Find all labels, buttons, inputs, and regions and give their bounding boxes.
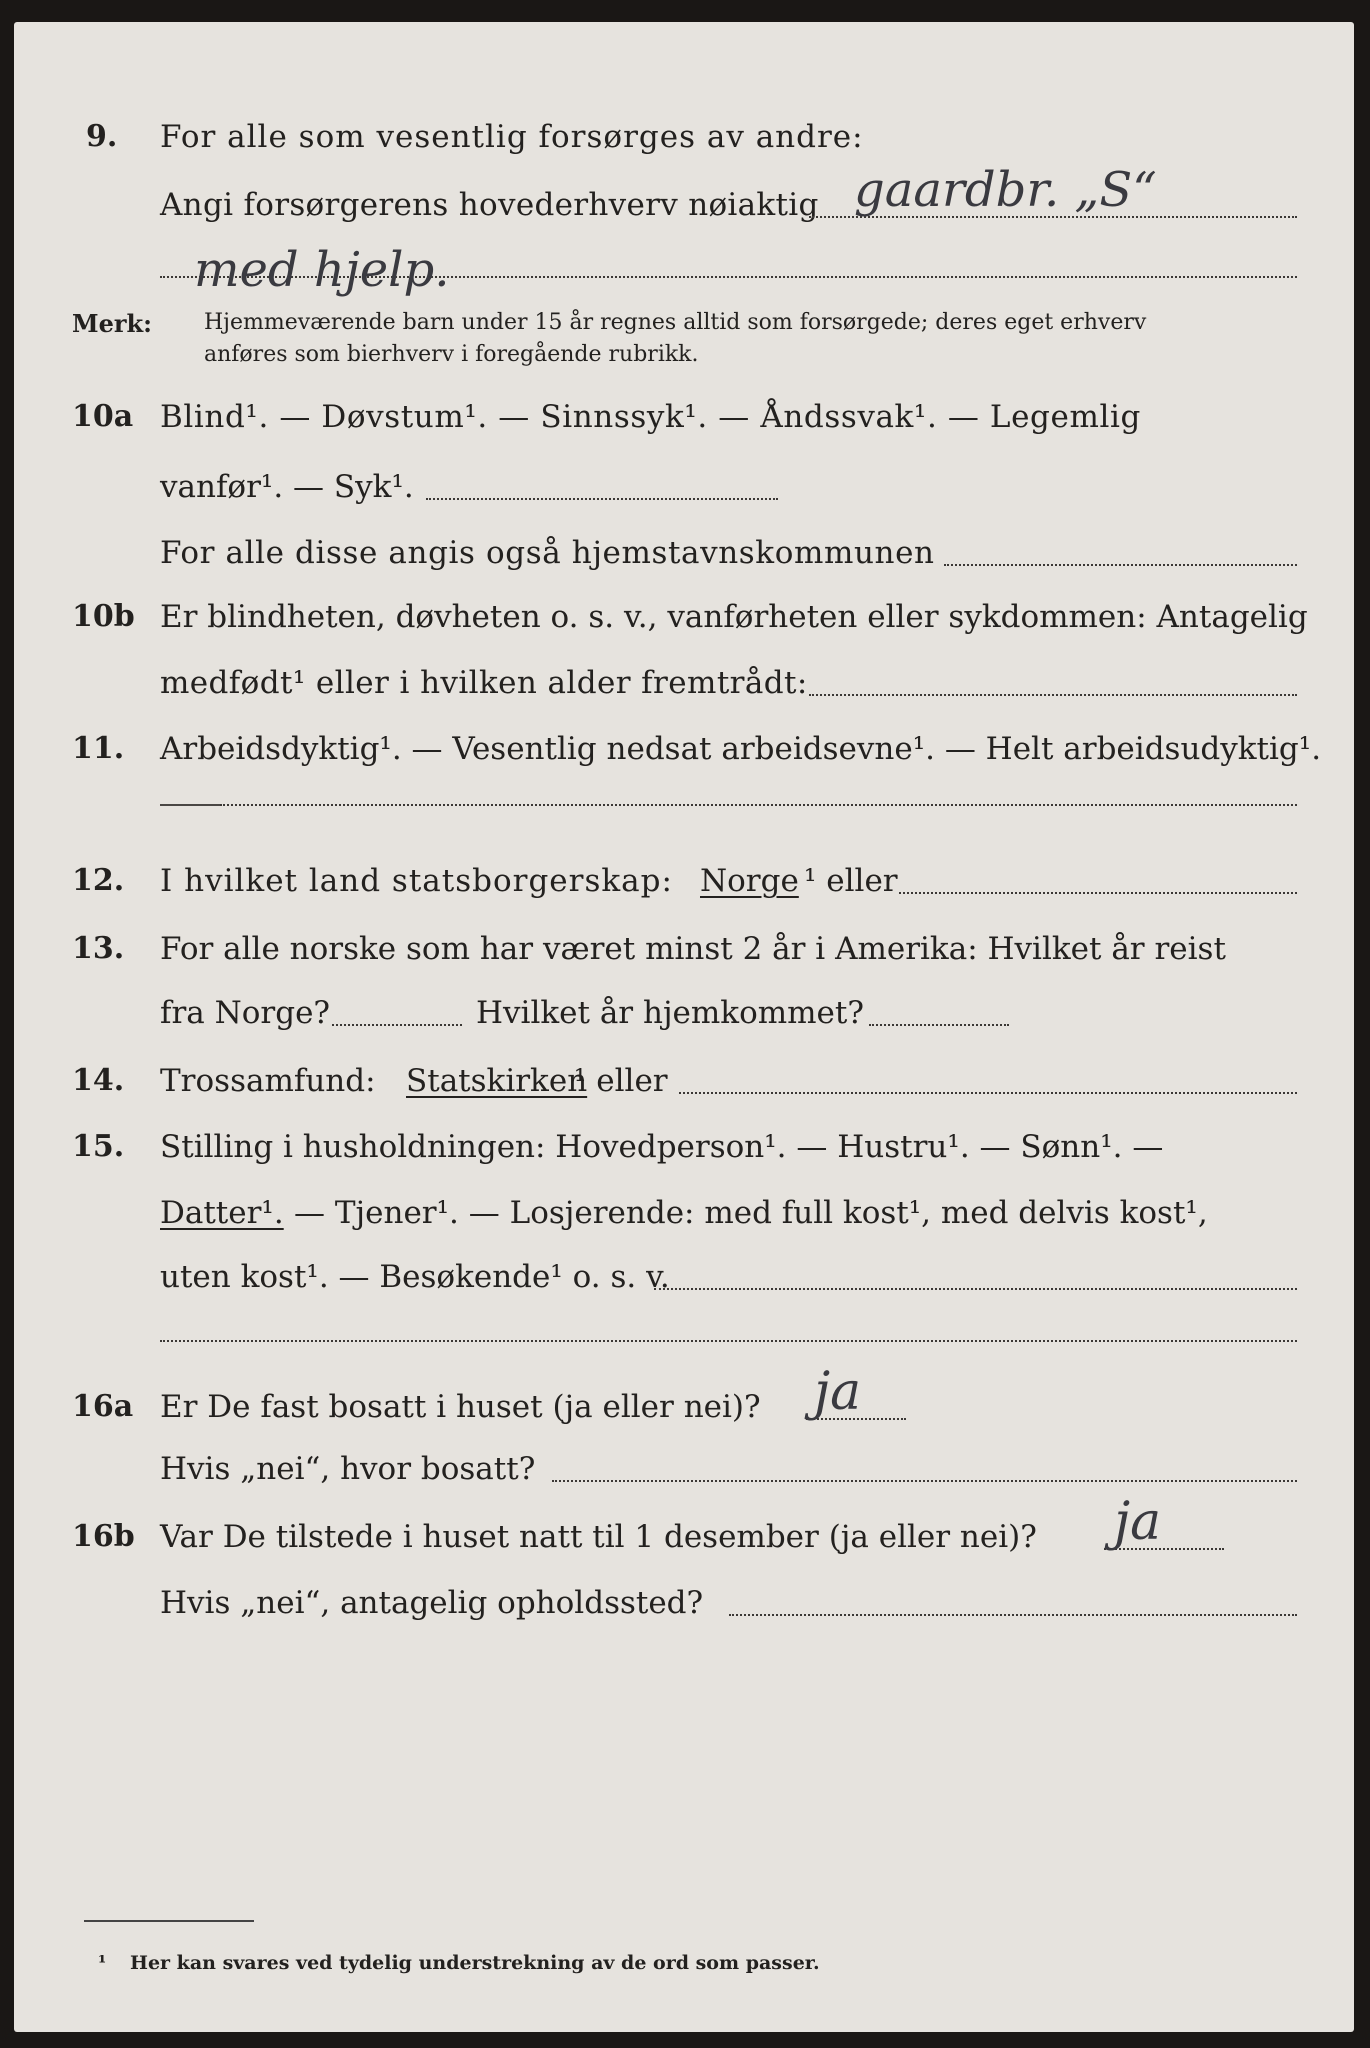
question-text: — Tjener¹. — Losjerende: med full kost¹, med delvis kost¹,	[294, 1195, 1208, 1231]
question-number: 15.	[72, 1129, 125, 1164]
underlined-answer-datter: Datter¹.	[160, 1195, 284, 1231]
question-number: 12.	[72, 863, 125, 898]
question-text: Er De fast bosatt i huset (ja eller nei)?	[160, 1389, 761, 1425]
footnote-text: Her kan svares ved tydelig understrekning av de ord som passer.	[130, 1952, 820, 1974]
question-text: Er blindheten, døvheten o. s. v., vanførheten eller sykdommen: Antagelig	[160, 599, 1308, 635]
question-number: 10b	[72, 599, 135, 634]
question-number: 10a	[72, 399, 134, 434]
question-text: Hvis „nei“, antagelig opholdssted?	[160, 1585, 704, 1621]
answer-line	[729, 1614, 1297, 1616]
question-number: 13.	[72, 931, 125, 966]
note-text: anføres som bierhverv i foregående rubrikk.	[204, 342, 699, 367]
question-number: 16a	[72, 1389, 134, 1424]
question-text: Trossamfund:	[160, 1063, 376, 1099]
question-text: For alle norske som har været minst 2 år i Amerika: Hvilket år reist	[160, 931, 1226, 967]
question-text: Var De tilstede i huset natt til 1 desember (ja eller nei)?	[160, 1519, 1037, 1555]
underlined-answer-norge: Norge	[700, 863, 799, 899]
question-text: For alle disse angis også hjemstavnskommunen	[160, 535, 935, 571]
question-text: fra Norge?	[160, 995, 331, 1031]
answer-line	[944, 564, 1297, 566]
question-number: 14.	[72, 1063, 125, 1098]
handwritten-answer: med hjelp.	[194, 242, 450, 298]
answer-line	[332, 1024, 462, 1026]
question-number: 16b	[72, 1519, 135, 1554]
question-number: 9.	[86, 119, 118, 154]
question-text: uten kost¹. — Besøkende¹ o. s. v.	[160, 1259, 670, 1295]
question-text: ¹ eller	[804, 863, 898, 899]
question-text: Arbeidsdyktig¹. — Vesentlig nedsat arbeidsevne¹. — Helt arbeidsudyktig¹.	[160, 731, 1322, 767]
question-text: I hvilket land statsborgerskap:	[160, 863, 673, 899]
answer-line	[869, 1024, 1009, 1026]
answer-line	[809, 694, 1297, 696]
question-text: Angi forsørgerens hovederhverv nøiaktig	[160, 187, 819, 223]
question-text: Blind¹. — Døvstum¹. — Sinnssyk¹. — Åndssvak¹. — Legemlig	[160, 399, 1141, 435]
question-text: medfødt¹ eller i hvilken alder fremtrådt:	[160, 665, 808, 701]
question-text: vanfør¹. — Syk¹.	[160, 469, 414, 505]
answer-line	[679, 1092, 1297, 1094]
answer-line-start	[160, 804, 220, 806]
answer-line	[654, 1288, 1297, 1290]
handwritten-answer: gaardbr. „S“	[854, 162, 1157, 218]
answer-line	[899, 892, 1297, 894]
footnote-mark: ¹	[98, 1952, 107, 1974]
answer-line	[220, 804, 1297, 806]
answer-line	[160, 1340, 1297, 1342]
question-text: For alle som vesentlig forsørges av andre:	[160, 119, 864, 155]
census-form-page	[14, 22, 1354, 2032]
handwritten-answer: ja	[1114, 1492, 1162, 1552]
question-number: 11.	[72, 731, 125, 766]
question-text: Stilling i husholdningen: Hovedperson¹. — Hustru¹. — Sønn¹. —	[160, 1129, 1164, 1165]
answer-line	[426, 498, 778, 500]
handwritten-answer: ja	[814, 1362, 862, 1422]
question-text: Hvilket år hjemkommet?	[476, 995, 864, 1031]
footnote-rule	[84, 1920, 254, 1922]
note-label: Merk:	[72, 309, 152, 338]
question-text: ¹ eller	[574, 1063, 668, 1099]
question-text: Hvis „nei“, hvor bosatt?	[160, 1451, 536, 1487]
answer-line	[552, 1480, 1297, 1482]
underlined-answer-statskirken: Statskirken	[406, 1063, 588, 1099]
note-text: Hjemmeværende barn under 15 år regnes alltid som forsørgede; deres eget erhverv	[204, 310, 1147, 335]
